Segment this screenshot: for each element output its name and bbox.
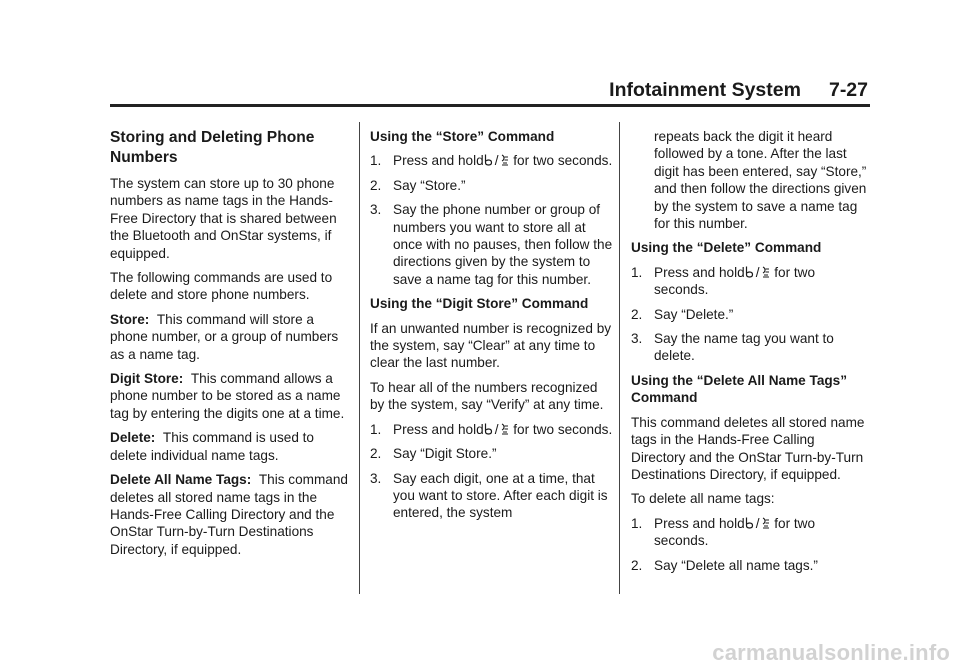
delete-all-intro: This command deletes all stored name tags in the Hands-Free Calling Directory and the OnStar Turn-by-Turn Destinations Directory, if equipped.	[631, 414, 865, 482]
list-item	[370, 421, 615, 438]
step-text: Say the phone number or group of numbers you want to store all at once with no pauses, then follow the directions given by the system to save a name tag for this number.	[393, 202, 613, 287]
list-item	[370, 470, 615, 522]
page-header	[609, 79, 868, 102]
delete-all-definition	[110, 471, 350, 558]
step-number: 3.	[631, 331, 643, 347]
list-item	[631, 330, 871, 365]
step-number: 3.	[370, 202, 382, 218]
step-text: Say the name tag you want to delete.	[654, 331, 834, 364]
digit-store-desc: This command allows a phone number to be stored as a name tag by entering the digits one at a time.	[110, 371, 345, 421]
commands-intro: The following commands are used to delete and store phone numbers.	[110, 270, 333, 303]
header-rule	[110, 104, 870, 107]
list-item-continuation	[631, 128, 871, 232]
digit-store-term: Digit Store:	[110, 371, 184, 387]
step-text: Say “Delete.”	[654, 306, 734, 322]
store-command-heading: Using the “Store” Command	[370, 129, 555, 144]
delete-command-heading: Using the “Delete” Command	[631, 240, 822, 256]
voice-recognition-icon	[761, 517, 770, 529]
step-text: Say each digit, one at a time, that you want to store. After each digit is entered, the system	[393, 470, 608, 521]
delete-all-lead: To delete all name tags:	[631, 491, 775, 507]
step-number: 1.	[631, 515, 643, 531]
phone-push-to-talk-icon	[745, 517, 754, 529]
icon-separator: /	[755, 515, 760, 531]
voice-recognition-icon	[761, 266, 770, 278]
intro-paragraph: The system can store up to 30 phone numbers as name tags in the Hands-Free Directory that is shared between the Bluetooth and OnStar systems, if equipped.	[110, 176, 337, 261]
page-number: 7-27	[828, 79, 868, 101]
step-number: 1.	[370, 421, 382, 437]
column-2	[370, 128, 615, 529]
step-number: 2.	[631, 557, 643, 573]
step-number: 3.	[370, 470, 382, 486]
column-3	[631, 128, 871, 581]
list-item	[631, 306, 871, 323]
column-divider-right	[619, 122, 620, 594]
digit-store-definition	[110, 370, 350, 422]
section-heading: Storing and Deleting Phone Numbers	[110, 129, 315, 166]
store-desc: This command will store a phone number, or a group of numbers as a name tag.	[110, 311, 339, 362]
list-item	[631, 264, 871, 299]
step-text: Say “Digit Store.”	[393, 446, 497, 462]
step-number: 1.	[631, 264, 643, 280]
list-item	[631, 515, 871, 550]
list-item	[631, 557, 871, 574]
phone-push-to-talk-icon	[484, 154, 493, 166]
step-number: 2.	[370, 177, 382, 193]
icon-separator: /	[494, 153, 499, 169]
phone-push-to-talk-icon	[745, 266, 754, 278]
store-definition	[110, 311, 350, 363]
digit-store-verify: To hear all of the numbers recognized by the system, say “Verify” at any time.	[370, 379, 604, 413]
icon-separator: /	[755, 264, 760, 280]
list-item	[370, 445, 615, 462]
delete-desc: This command is used to delete individual name tags.	[110, 430, 314, 463]
delete-all-term: Delete All Name Tags:	[110, 472, 252, 488]
step-text: Press and hold / for two seconds.	[654, 515, 816, 549]
watermark: carmanualsonline.info	[712, 640, 950, 665]
digit-store-intro: If an unwanted number is recognized by the system, say “Clear” at any time to clear the last number.	[370, 320, 612, 371]
step-text: Say “Delete all name tags.”	[654, 557, 818, 573]
step-text: Press and hold / for two seconds.	[393, 153, 613, 169]
phone-push-to-talk-icon	[484, 423, 493, 435]
delete-all-desc: This command deletes all stored name tags in the Hands-Free Calling Directory and the OnStar Turn-by-Turn Destinations Directory, if equipped.	[110, 472, 348, 557]
voice-recognition-icon	[500, 154, 509, 166]
icon-separator: /	[494, 421, 499, 437]
step-text: Press and hold / for two seconds.	[393, 421, 613, 437]
column-1	[110, 128, 350, 565]
list-item	[370, 201, 615, 288]
step-text: repeats back the digit it heard followed by a tone. After the last digit has been entered, say “Store,” and then follow the directions given by the system to save a name tag for this number.	[654, 129, 867, 232]
list-item	[370, 152, 615, 169]
list-item	[370, 177, 615, 194]
delete-term: Delete:	[110, 430, 156, 446]
delete-definition	[110, 429, 350, 464]
digit-store-command-heading: Using the “Digit Store” Command	[370, 296, 589, 312]
step-number: 2.	[370, 446, 382, 462]
step-text: Press and hold / for two seconds.	[654, 264, 816, 298]
voice-recognition-icon	[500, 423, 509, 435]
delete-all-command-heading: Using the “Delete All Name Tags” Command	[631, 372, 848, 406]
section-title: Infotainment System	[609, 79, 801, 101]
step-number: 1.	[370, 153, 382, 169]
step-number: 2.	[631, 306, 643, 322]
column-divider-left	[359, 122, 360, 594]
store-term: Store:	[110, 311, 150, 327]
step-text: Say “Store.”	[393, 177, 466, 193]
